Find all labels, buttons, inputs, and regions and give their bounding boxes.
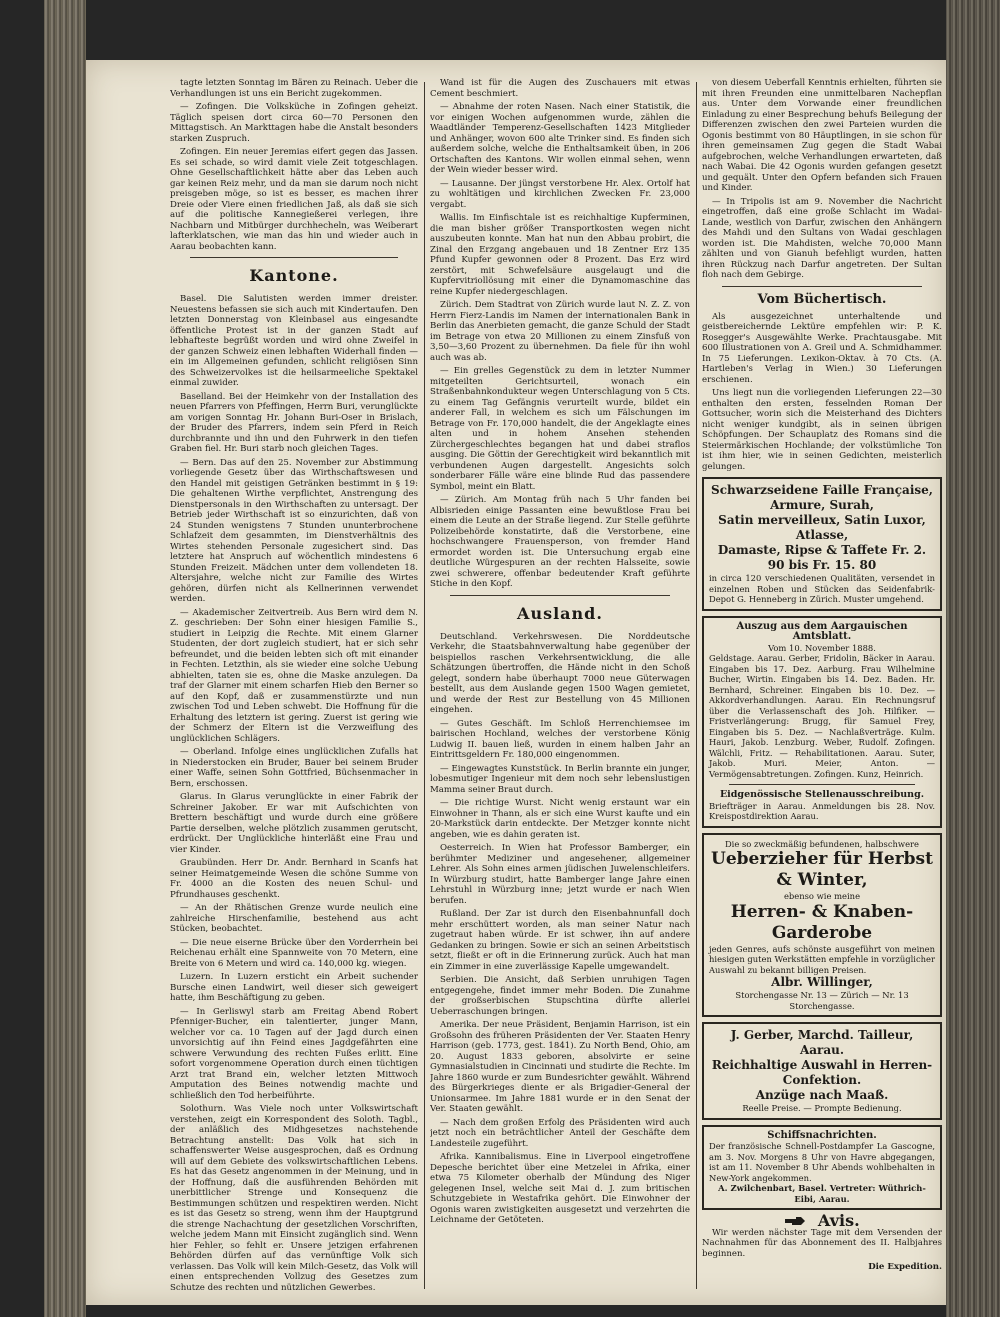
ad-tailor [702, 1022, 942, 1120]
avis-title: Avis. [817, 1210, 860, 1230]
article-text: Baselland. Bei der Heimkehr von der Installation des neuen Pfarrers von Pfeffingen, Herrn Buri, verunglückte am vorigen Sonntag Hr. Johann Buri-Oser in Brislach, der Bruder des Pfarrers, indem sein Pferd in Reich durchbrannte und ihn und den Fuhrwerk in den tiefen Graben fiel. Hr. Buri starb noch gleichen Tages. [170, 391, 418, 454]
article-text: Zürich. Dem Stadtrat von Zürich wurde laut N. Z. Z. von Herrn Fierz-Landis im Namen der internationalen Bank in Berlin das Anerbieten gemacht, die ganze Schuld der Stadt im Betrage von etwa 20 Millionen zu einem Zinsfuß von 3,50—3,60 Prozent zu übernehmen. Da fiele für ihn wohl auch was ab. [430, 300, 690, 363]
article-text: Solothurn. Was Viele noch unter Volkswirtschaft verstehen, zeigt ein Korrespondent des Soloth. Tagbl., der anläßlich des Midhgesetzes nachstehende Betrachtung anstellt: Das Volk hat sich in schaffenswerter Weise ausgesprochen, daß es Ordnung will auf dem Gebiete des volkswirtschaftlichen Lebens. Es hat das Gesetz angenommen in der Meinung, und in der Hoffnung, daß die ausführenden Behörden mit unerbittlicher Strenge und Konsequenz die Bestimmungen schützen und respektiren werden. Nicht es ist das Gesetz so streng, wenn ihm der Hauptgrund die strenge Nachachtung der gesetzlichen Vorschriften, welche jedem Mann mit Einsicht zugänglich sind. Wenn hier Fehler, so fehlt er. Unsere jetzigen erfahrenen Behörden dürfen auf das vernünftige Volk sich verlassen. Das Volk will kein Milch-Gesetz, das Volk will einen entsprechenden Vollzug des Gesetzes zum Schutze des rechten und nützlichen Gewerbes. [170, 1104, 418, 1293]
article-text: — Zofingen. Die Volksküche in Zofingen geheizt. Täglich speisen dort circa 60—70 Personen den Mittagstisch. An Markttagen habe die Anstalt besonders starken Zuspruch. [170, 102, 418, 144]
ad-line: ebenso wie meine [783, 891, 861, 901]
article-text: Amerika. Der neue Präsident, Benjamin Harrison, ist ein Großsohn des früheren Präsidenten der Ver. Staaten Henry Harrison (geb. 1773, gest. 1841). Zu North Bend, Ohio, am 20. August 1833 geboren, absolvirte er seine Gymnasialstudien in Cincinnati und studirte die Rechte. Im Jahre 1860 wurde er zum Bundesrichter gewählt. Während des Bürgerkrieges diente er als Brigadier-General der Unionsarmee. Im Jahre 1881 wurde er in den Senat der Ver. Staaten gewählt. [430, 1020, 690, 1114]
article-text: — Eingewagtes Kunststück. In Berlin brannte ein junger, lobesmutiger Ingenieur mit dem noch sehr lebenslustigen Mamma seiner Braut durch. [430, 763, 690, 795]
official-gazette-box [702, 616, 942, 828]
ship-heading: Schiffsnachrichten. [767, 1129, 877, 1141]
book-edge-right [946, 0, 1000, 1317]
ad-overcoats [702, 833, 942, 1018]
ad-line: Satin merveilleux, Satin Luxor, Atlasse, [718, 513, 926, 542]
column-left [170, 78, 418, 1295]
ad-headline: Herren- & Knaben-Garderobe [730, 901, 914, 943]
divider [450, 595, 670, 596]
divider [190, 257, 398, 258]
ad-line: Reelle Preise. — Prompte Bedienung. [742, 1103, 902, 1113]
ad-silk-fabrics [702, 477, 942, 611]
article-text: — Lausanne. Der jüngst verstorbene Hr. Alex. Ortolf hat zu wohltätigen und kirchlichen Zwecken Fr. 23,000 vergabt. [430, 178, 690, 210]
article-text: — An der Rhätischen Grenze wurde neulich eine zahlreiche Hirschenfamilie, bestehend aus acht Stücken, beobachtet. [170, 903, 418, 934]
newspaper-page [86, 60, 946, 1305]
ad-intro: Die so zweckmäßig befundenen, halbschwere [724, 838, 920, 849]
article-text: Zofingen. Ein neuer Jeremias eifert gegen das Jassen. Es sei schade, so wird damit viele Zeit totgeschlagen. Ohne Gesellschaftlichkeit hätte aber das Leben auch gar keinen Reiz mehr, und da man sie darum noch nicht preisgeben möge, so ist es besser, es machen ihrer Dreie oder Viere einen friedlichen Jaß, als daß sie sich auf die politische Kannegießerei verlegen, ihre Nachbarn und Mitbürger durchhecheln, was Weiberart lafterklatschen, wie man das hin und wieder auch in Aarau beobachten kann. [170, 147, 418, 252]
column-right [702, 78, 942, 1295]
article-text: Luzern. In Luzern ersticht ein Arbeit suchender Bursche einen Landwirt, weil dieser sich geweigert hatte, ihm Beschäftigung zu geben. [170, 972, 418, 1003]
pointing-hand-icon [784, 1215, 806, 1228]
divider [722, 286, 922, 287]
article-text: — Oberland. Infolge eines unglücklichen Zufalls hat in Niederstocken ein Bruder, Bauer bei seinem Bruder einer Waffe, seinen Sohn Gottfried, Büchsenmacher in Bern, erschossen. [170, 747, 418, 789]
article-text: — Die richtige Wurst. Nicht wenig erstaunt war ein Einwohner in Thann, als er sich eine Wurst kaufte und ein 20-Markstück darin entdeckte. Der Metzger konnte nicht angeben, wie es dahin geraten ist. [430, 798, 690, 840]
ad-body: jeden Genres, aufs schönste ausgeführt von meinen hiesigen guten Werkstätten empfehle in vorzüglicher Auswahl zu bekannt billigen Preisen. [709, 943, 935, 975]
ad-title: J. Gerber, Marchd. Tailleur, Aarau. [730, 1028, 914, 1057]
article-text: Glarus. In Glarus verunglückte in einer Fabrik der Schreiner Jakober. Er war mit Aufschichten von Brettern beschäftigt und wurde durch eine größere Partie derselben, welche plötzlich zusammen gerutscht, erdrückt. Der Unglückliche hinterläßt eine Frau und vier Kinder. [170, 792, 418, 855]
notice-avis [702, 1210, 942, 1230]
article-text: tagte letzten Sonntag im Bären zu Reinach. Ueber die Verhandlungen ist uns ein Bericht zugekommen. [170, 78, 418, 99]
section-heading-buechertisch: Vom Büchertisch. [757, 291, 887, 307]
article-text: — Nach dem großen Erfolg des Präsidenten wird auch jetzt noch ein beträchtlicher Anteil der Geschäfte dem Landesteile zugeführt. [430, 1117, 690, 1149]
ship-text: Der französische Schnell-Postdampfer La Gascogne, am 3. Nov. Morgens 8 Uhr von Havre abgegangen, ist am 11. November 8 Uhr Abends wohlbehalten in New-York angekommen. [709, 1141, 935, 1183]
article-text: — Die neue eiserne Brücke über den Vorderrhein bei Reichenau erhält eine Spannweite von 70 Metern, eine Breite von 6 Metern und wird ca. 140,000 kg. wiegen. [170, 937, 418, 969]
article-text: Serbien. Die Ansicht, daß Serbien unruhigen Tagen entgegengehe, findet immer mehr Boden. Die Zunahme der großserbischen Stupschtina dürfte allerlei Ueberraschungen bringen. [430, 975, 690, 1017]
article-text: Uns liegt nun die vorliegenden Lieferungen 22—30 enthalten den ersten, fesselnden Roman Der Gottsucher, worin sich die Meisterhand des Dichters nicht weniger kundgibt, als in seinen übrigen Schöpfungen. Der Schauplatz des Romans sind die Steiermärkischen Hochlande; der volkstümliche Ton ist ihm hier, wie in seinen Gedichten, meisterlich gelungen. [702, 388, 942, 472]
article-text: — Abnahme der roten Nasen. Nach einer Statistik, die vor einigen Wochen aufgenommen wurde, zählen die Waadtländer Temperenz-Gesellschaften 1423 Mitglieder und Anhänger, wovon 600 alte Trinker sind. Es finden sich außerdem solche, welche die Enthaltsamkeit üben, in 206 Ortschaften des Kantons. Wir wollen einmal sehen, wenn der Wein wieder besser wird. [430, 102, 690, 175]
article-text: — Zürich. Am Montag früh nach 5 Uhr fanden bei Albisrieden einige Passanten eine bewußtlose Frau bei einem die Leute an der Straße liegend. Zur Stelle geführte Polizeibehörde konstatirte, daß die Verstorbene, eine hochschwangere Frauensperson, von fremder Hand ermordet worden ist. Die Untersuchung ergab eine deutliche Würgespuren an der rechten Halsseite, sowie zwei schwerere, offenbar bedeutender Kraft geführte Stiche in den Kopf. [430, 495, 690, 589]
book-spine-left [44, 0, 86, 1317]
article-text: — Akademischer Zeitvertreib. Aus Bern wird dem N. Z. geschrieben: Der Sohn einer hiesigen Familie S., studiert in Leipzig die Rechte. Mit einem Glarner Studenten, der dort zugleich studiert, hat er sich sehr befreundet, und die beiden lebten sich oft mit einander in Fechten. Letzthin, als sie wieder eine solche Uebung abhielten, taten sie es, ohne die Maske anzulegen. Da traf der Glarner mit einem scharfen Hieb den Berner so auf den Kopf, daß er zusammenstürzte und nun zwischen Tod und Leben schwebt. Die Hoffnung für die Erhaltung des letztern ist gering. Zuerst ist gering wie der Schmerz der Eltern ist die Verzweiflung des unglücklichen Schlägers. [170, 607, 418, 744]
ad-title: Schwarzseidene Faille Française, Armure, Surah, [711, 483, 933, 512]
article-text: Wand ist für die Augen des Zuschauers mit etwas Cement beschmiert. [430, 78, 690, 99]
ad-line: Reichhaltige Auswahl in Herren-Confektion. [711, 1058, 933, 1087]
article-text: Basel. Die Salutisten werden immer dreister. Neuestens befassen sie sich auch mit Kindertaufen. Den letzten Donnerstag von Kleinbasel aus eingesandte öffentliche Protest ist in der ganzen Stadt auf lebhafteste begrüßt worden und wird ohne Zweifel in der ganzen Schweiz einen lebhaften Widerhall finden — ein im Allgemeinen gefunden, schlicht religiösen Sinn des Schweizervolkes ist die heilsarmeeliche Spektakel einmal zuwider. [170, 294, 418, 388]
ad-line: Anzüge nach Maaß. [755, 1088, 889, 1102]
column-rule [696, 82, 697, 1289]
avis-text: Wir werden nächster Tage mit dem Versenden der Nachnahmen für das Abonnement des II. Halbjahres beginnen. [702, 1227, 942, 1259]
section-heading-ausland: Ausland. [517, 603, 603, 623]
section-heading-kantone: Kantone. [249, 266, 339, 285]
column-middle [430, 78, 690, 1295]
avis-signature: Die Expedition. [868, 1262, 942, 1272]
job-posting-heading: Eidgenössische Stellenausschreibung. [719, 789, 925, 800]
article-text: — Gutes Geschäft. Im Schloß Herrenchiemsee im bairischen Hochland, welches der verstorbene König Ludwig II. bauen ließ, wurden in einem halben Jahr an Eintrittsgeldern Fr. 180,000 eingenommen. [430, 718, 690, 760]
ad-line: Damaste, Ripse & Taffete Fr. 2. 90 bis Fr. 15. 80 [717, 543, 927, 572]
article-text: von diesem Ueberfall Kenntnis erhielten, führten sie mit ihren Freunden eine unmittelbaren Nachepflan aus. Unter dem Vorwande einer freundlichen Einladung zu einer Besprechung behufs Beilegung der Differenzen zwischen den zwei Parteien wurden die Ogonis bestimmt von 80 Häuptlingen, in sie schon für ihren gemeinsamen Zug gegen die Stadt Wabai aufgebrochen, welche Verhandlungen erwarteten, daß nach Wabai. Die 42 Ogonis wurden gefangen gesetzt und gequält. Unter den Opfern befanden sich Frauen und Kinder. [702, 78, 942, 193]
article-text: — In Gerliswyl starb am Freitag Abend Robert Pfenniger-Bucher, ein talentierter, junger Mann, welcher vor ca. 10 Tagen auf der Jagd durch einen unvorsichtig auf ihn Feind eines Jagdgefährten eine schwere Verwundung des rechten Fußes erlitt. Eine sofort vorgenommene Operation durch einen tüchtigen Arzt trat Brand ein, welcher letzten Mittwoch Amputation des Beines notwendig machte und schließlich den Tod herbeiführte. [170, 1006, 418, 1101]
article-text: Wallis. Im Einfischtale ist es reichhaltige Kupferminen, die man bisher größer Transportkosten wegen nicht auszubeuten konnte. Man hat nun den Abbau probirt, die Zinal den Erzgang angebauen und 18 Zentner Erz 135 Pfund Kupfer gewonnen oder 8 Prozent. Das Erz wird zerstört, mit Schwefelsäure ausgelaugt und die Kupfervitriollösung mit einer die Dynamomaschine das reine Kupfer niedergeschlagen. [430, 213, 690, 297]
article-text: Als ausgezeichnet unterhaltende und geistbereichernde Lektüre empfehlen wir: P. K. Rosegger's Ausgewählte Werke. Prachtausgabe. Mit 600 Illustrationen von A. Greil und A. Schmidhammer. In 75 Lieferungen. Lexikon-Oktav. à 70 Cts. (A. Hartleben's Verlag in Wien.) 30 Lieferungen erschienen. [702, 311, 942, 385]
job-posting-text: Briefträger in Aarau. Anmeldungen bis 28. Nov. Kreispostdirektion Aarau. [709, 800, 935, 821]
gazette-text: Geldstage. Aarau. Gerber, Fridolin, Bäcker in Aarau. Eingaben bis 17. Dez. Aarburg. Frau Wilhelmine Bucher, Wirtin. Eingaben bis 14. Dez. Baden. Hr. Bernhard, Schreiner. Eingaben bis 10. Dez. — Akkordverhandlungen. Aarau. Ein Rechnungsruf über die Verlassenschaft des Joh. Hilfiker. — Fristverlängerung: Brugg, für Samuel Frey, Eingaben bis 5. Dez. — Nachlaßverträge. Kulm. Hauri, Jakob. Lenzburg. Weber, Rudolf. Zofingen. Wälchli, Fritz. — Rehabilitationen. Aarau. Suter, Jakob. Muri. Meier, Anton. — Vermögensabtretungen. Zofingen. Kunz, Heinrich. [709, 653, 935, 779]
divider [729, 784, 915, 785]
gazette-heading: Auszug aus dem Aargauischen Amtsblatt. [736, 620, 908, 642]
article-text: Oesterreich. In Wien hat Professor Bamberger, ein berühmter Mediziner und angesehener, allgemeiner Lehrer. Als Sohn eines armen jüdischen Juwelenschleifers. In Würzburg studirt, hatte Bamberger lange Jahre einen Lehrstuhl in Würzburg inne; jetzt wurde er nach Wien berufen. [430, 843, 690, 906]
article-text: Graubünden. Herr Dr. Andr. Bernhard in Scanfs hat seiner Heimatgemeinde Wesen die schöne Summe von Fr. 4000 an die Kosten des neuen Schul- und Pfrundhauses geschenkt. [170, 858, 418, 900]
ad-headline: Ueberzieher für Herbst & Winter, [711, 849, 933, 890]
ship-agent: A. Zwilchenbart, Basel. Vertreter: Wüthrich-Eibi, Aarau. [718, 1183, 926, 1204]
column-rule [424, 82, 425, 1289]
article-text: — In Tripolis ist am 9. November die Nachricht eingetroffen, daß eine große Schlacht im Wadai-Lande, westlich von Darfur, zwischen den Anhängern des Mahdi und den Sultans von Wadai geschlagen worden ist. Die Mahdisten, welche 70,000 Mann zählten und von Gianuh befehligt wurden, hatten ihren Rückzug nach Darfur angetreten. Der Sultan floh nach dem Gebirge. [702, 196, 942, 280]
article-text: Deutschland. Verkehrswesen. Die Norddeutsche Verkehr, die Staatsbahnverwaltung habe gegenüber der beispiellos raschen Verkehrsentwicklung, die alle Schätzungen übertroffen, die Hände nicht in den Schoß gelegt, sondern habe überhaupt 7000 neue Güterwagen bestellt, aus dem Auslande gegen 1500 Wagen gemietet, und werde der Rest zur Bestellung von 45 Millionen eingehen. [430, 631, 690, 715]
article-text: Rußland. Der Zar ist durch den Eisenbahnunfall doch mehr erschüttert worden, als man seiner Natur nach zugetraut haben würde. Er ist schwer, ihn auf andere Gedanken zu bringen. Sowie er sich an seinen Arbeitstisch setzt, fließt er oft in die Erinnerung zurück. Auch hat man ein Zimmer in eine zuverlässige Kapelle umgewandelt. [430, 909, 690, 972]
article-text: — Bern. Das auf den 25. November zur Abstimmung vorliegende Gesetz über das Wirthschaftswesen und den Handel mit geistigen Getränken bestimmt in § 19: Die gehaltenen Wirthe verpflichtet, Anstrengung des Dienstpersonals in den Wirthschaften zu untersagt. Der Betrieb jeder Wirthschaft ist so einzurichten, daß von 24 Stunden wenigstens 7 Stunden ununterbrochene Schlafzeit dem gesammten, im Dienstverhältnis des Wirtes stehenden Personale zugesichert sind. Das letztere hat Anspruch auf wöchentlich mindestens 6 Stunden Freizeit. Mädchen unter dem vollendeten 18. Altersjahre, welche nicht zur Familie des Wirtes gehören, dürfen nicht als Kellnerinnen verwendet werden. [170, 457, 418, 604]
article-text: — Ein grelles Gegenstück zu dem in letzter Nummer mitgeteilten Gerichtsurteil, wonach ein Straßenbahnkondukteur wegen Unterschlagung von 5 Cts. zu einem Tag Gefängnis verurteilt wurde, bildet ein anderer Fall, in welchem es sich um Fälschungen im Betrage von Fr. 170,000 handelt, die der Angeklagte eines alten und in hohem Ansehen stehenden Zürchergeschlechtes begangen hat und dabei straflos ausging. Die Göttin der Gerechtigkeit wird bekanntlich mit verbundenen Augen dargestellt. Angesichts solch sonderbarer Fälle wäre eine blinde Rud das passendere Symbol, meint ein Blatt. [430, 366, 690, 492]
ad-address: Storchengasse Nr. 13 — Zürich — Nr. 13 Storchengasse. [735, 990, 909, 1011]
ship-news-box [702, 1125, 942, 1211]
article-text: Afrika. Kannibalismus. Eine in Liverpool eingetroffene Depesche berichtet über eine Metzelei in Afrika, einer etwa 75 Kilometer oberhalb der Mündung des Niger gelegenen Insel, welche seit Mai d. J. zum britischen Schutzgebiete in Westafrika gehört. Die Einwohner der Ogonis waren zwistigkeiten ausgesetzt und verzehrten die Leichname der Getöteten. [430, 1152, 690, 1225]
gazette-date: Vom 10. November 1888. [768, 642, 876, 653]
ad-merchant-name: Albr. Willinger, [771, 975, 873, 989]
ad-body: in circa 120 verschiedenen Qualitäten, versendet in einzelnen Roben und Stücken das Seidenfabrik-Depot G. Henneberg in Zürich. Muster umgehend. [709, 573, 935, 604]
